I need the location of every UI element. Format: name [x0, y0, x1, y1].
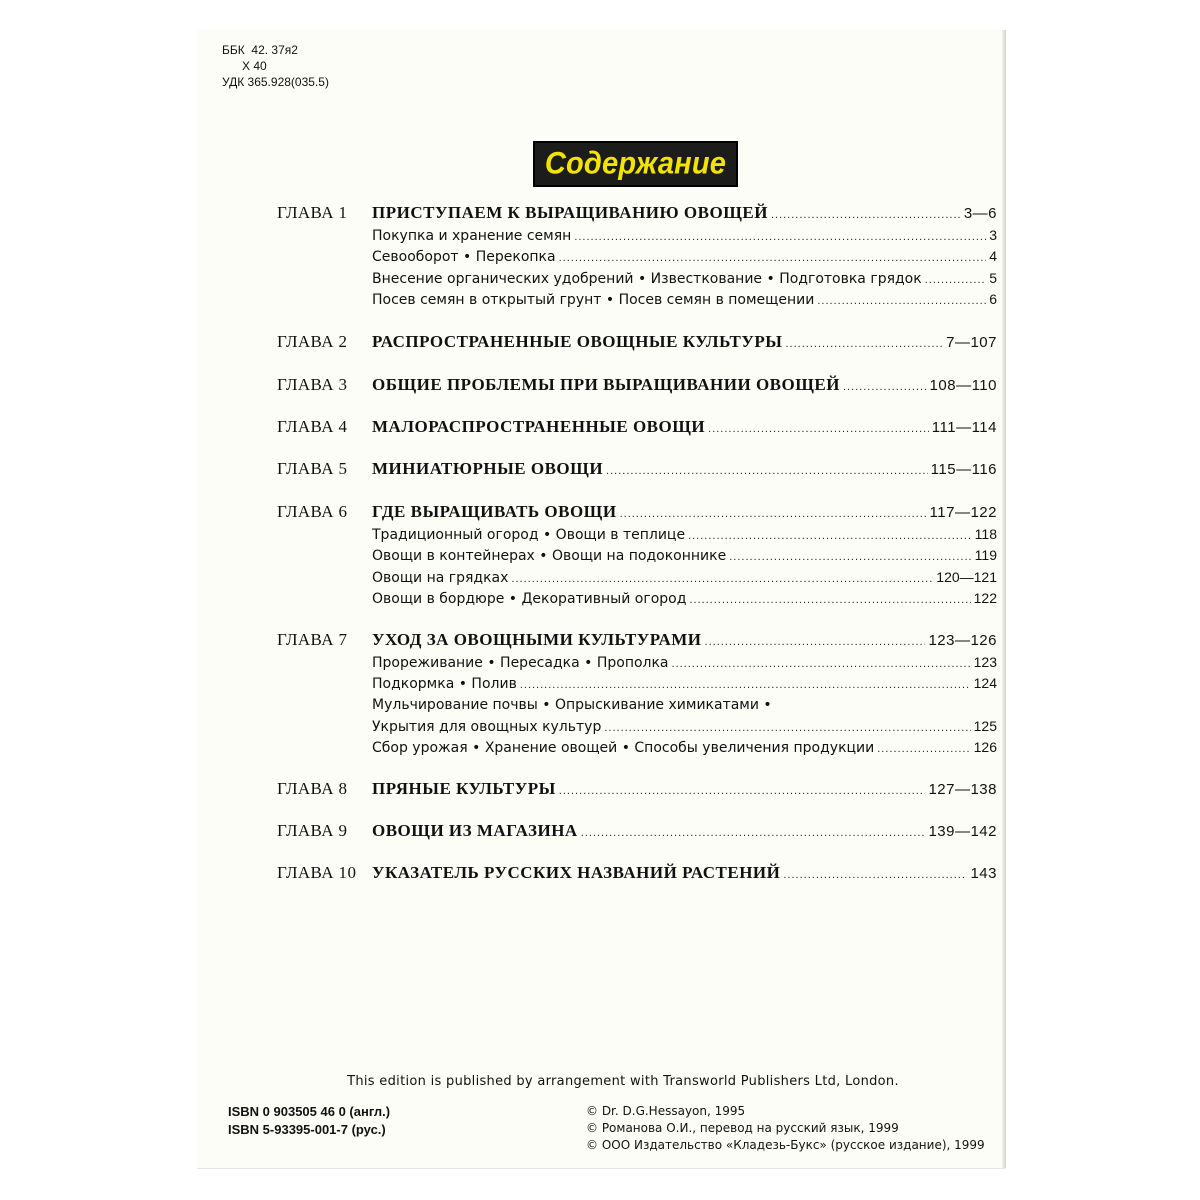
book-page — [197, 30, 1005, 1168]
dot-leader — [843, 376, 927, 398]
isbn-block — [228, 1103, 390, 1139]
chapter-heading-row — [372, 501, 997, 525]
subitem-text: Овощи в контейнерах • Овощи на подоконнике — [372, 548, 727, 565]
dot-leader — [925, 270, 986, 291]
subitem-pages: 119 — [974, 547, 997, 564]
chapter-heading-row — [372, 629, 997, 653]
chapter-pages: 117—122 — [929, 504, 997, 521]
subitem-text: Укрытия для овощных культур — [372, 718, 602, 735]
chapter-heading-row — [372, 862, 997, 886]
dot-leader — [783, 864, 967, 886]
dot-leader — [604, 718, 970, 739]
chapter-label: ГЛАВА 10 — [277, 863, 357, 882]
chapter-title: ПРИСТУПАЕМ К ВЫРАЩИВАНИЮ ОВОЩЕЙ — [372, 203, 768, 222]
toc-subitem — [372, 695, 997, 716]
dot-leader — [672, 654, 971, 675]
chapter-label: ГЛАВА 5 — [277, 459, 348, 478]
dot-leader — [729, 547, 971, 568]
subitem-pages: 3 — [989, 227, 997, 243]
bibliographic-codes — [222, 42, 329, 90]
toc-subitem — [372, 567, 997, 590]
subitem-pages: 120—121 — [936, 568, 997, 585]
subitem-text: Внесение органических удобрений • Известкование • Подготовка грядок — [372, 270, 922, 287]
dot-leader — [581, 822, 926, 844]
toc-subitem — [372, 268, 997, 291]
subitem-text: Севооборот • Перекопка — [372, 249, 556, 266]
dot-leader — [620, 503, 927, 525]
subitem-pages: 123 — [973, 654, 997, 670]
dot-leader — [688, 526, 972, 547]
chapter-heading-row — [372, 416, 997, 440]
chapter-heading-row — [372, 374, 997, 398]
subitem-pages: 5 — [989, 269, 997, 286]
dot-leader — [689, 590, 970, 611]
contents-title: Содержание — [544, 146, 727, 181]
chapter-heading-row — [372, 458, 997, 482]
copyright-block — [586, 1103, 985, 1154]
chapter-label: ГЛАВА 4 — [277, 417, 348, 436]
subitem-text: Традиционный огород • Овощи в теплице — [372, 527, 686, 543]
chapter-label: ГЛАВА 9 — [277, 821, 348, 840]
dot-leader — [877, 739, 970, 760]
chapter-pages: 111—114 — [931, 419, 997, 436]
edition-note: This edition is published by arrangement with Transworld Publishers Ltd, London. — [347, 1074, 899, 1089]
chapter-pages: 143 — [970, 865, 997, 882]
subitem-text: Мульчирование почвы • Опрыскивание химикатами • — [372, 696, 772, 713]
isbn-russian: ISBN 5-93395-001-7 (рус.) — [228, 1122, 386, 1137]
chapter-heading-row — [372, 202, 997, 226]
chapter-label: ГЛАВА 7 — [277, 630, 348, 649]
chapter-pages: 7—107 — [946, 334, 997, 351]
dot-leader — [559, 248, 987, 269]
toc-subitem — [372, 545, 997, 568]
subitem-text: Овощи в бордюре • Декоративный огород — [372, 590, 687, 607]
chapter-pages: 127—138 — [928, 781, 997, 798]
copyright-line: © Романова О.И., перевод на русский язык, 1999 — [586, 1121, 899, 1135]
subitem-text: Сбор урожая • Хранение овощей • Способы увеличения продукции — [372, 740, 875, 757]
subitem-text: Покупка и хранение семян — [372, 228, 572, 244]
dot-leader — [520, 675, 971, 696]
chapter-title: ПРЯНЫЕ КУЛЬТУРЫ — [372, 779, 556, 798]
subitem-pages: 118 — [974, 526, 997, 542]
chapter-title: МИНИАТЮРНЫЕ ОВОЩИ — [372, 459, 604, 478]
subitem-pages: 125 — [973, 717, 997, 734]
copyright-line: © Dr. D.G.Hessayon, 1995 — [586, 1104, 746, 1118]
dot-leader — [708, 418, 929, 440]
chapter-pages: 139—142 — [928, 823, 997, 840]
chapter-heading-row — [372, 820, 997, 844]
udk-code: УДК 365.928(035.5) — [222, 75, 329, 89]
chapter-label: ГЛАВА 3 — [277, 375, 348, 394]
subitem-text: Прореживание • Пересадка • Прополка — [372, 655, 669, 671]
chapter-heading-row — [372, 331, 997, 355]
dot-leader — [705, 631, 926, 653]
chapter-label: ГЛАВА 8 — [277, 779, 348, 798]
author-mark: Х 40 — [222, 59, 267, 73]
toc-subitem — [372, 588, 997, 611]
toc-subitem — [372, 673, 997, 696]
toc-subitem — [372, 289, 997, 312]
toc-subitem — [372, 524, 997, 547]
chapter-title: ГДЕ ВЫРАЩИВАТЬ ОВОЩИ — [372, 502, 617, 521]
dot-leader — [817, 291, 986, 312]
subitem-text: Подкормка • Полив — [372, 676, 517, 693]
chapter-pages: 108—110 — [929, 377, 997, 394]
subitem-pages: 126 — [973, 739, 997, 756]
chapter-heading-row — [372, 778, 997, 802]
subitem-pages: 122 — [973, 589, 997, 606]
chapter-pages: 115—116 — [930, 461, 997, 478]
chapter-title: УХОД ЗА ОВОЩНЫМИ КУЛЬТУРАМИ — [372, 630, 702, 649]
chapter-label: ГЛАВА 6 — [277, 502, 348, 521]
dot-leader — [771, 204, 961, 226]
toc-subitem — [372, 246, 997, 269]
chapter-title: ОБЩИЕ ПРОБЛЕМЫ ПРИ ВЫРАЩИВАНИИ ОВОЩЕЙ — [372, 375, 840, 394]
isbn-english: ISBN 0 903505 46 0 (англ.) — [228, 1104, 391, 1119]
chapter-title: УКАЗАТЕЛЬ РУССКИХ НАЗВАНИЙ РАСТЕНИЙ — [372, 863, 781, 882]
bbk-code: ББК 42. 37я2 — [222, 43, 298, 57]
subitem-text: Овощи на грядках — [372, 569, 509, 586]
dot-leader — [606, 460, 928, 482]
toc-subitem — [372, 716, 997, 739]
chapter-pages: 3—6 — [963, 205, 997, 222]
chapter-title: МАЛОРАСПРОСТРАНЕННЫЕ ОВОЩИ — [372, 417, 706, 436]
subitem-text: Посев семян в открытый грунт • Посев семян в помещении — [372, 291, 815, 308]
dot-leader — [785, 333, 943, 355]
subitem-pages: 4 — [989, 248, 997, 265]
chapter-title: ОВОЩИ ИЗ МАГАЗИНА — [372, 821, 578, 840]
toc-subitem — [372, 225, 997, 248]
copyright-line: © ООО Издательство «Кладезь-Букс» (русское издание), 1999 — [586, 1138, 985, 1152]
chapter-label: ГЛАВА 2 — [277, 332, 348, 351]
chapter-pages: 123—126 — [928, 632, 997, 649]
chapter-label: ГЛАВА 1 — [277, 203, 348, 222]
dot-leader — [511, 569, 933, 590]
subitem-pages: 6 — [989, 290, 997, 307]
toc-subitem — [372, 737, 997, 760]
contents-title-box — [533, 141, 738, 187]
chapter-title: РАСПРОСТРАНЕННЫЕ ОВОЩНЫЕ КУЛЬТУРЫ — [372, 332, 783, 351]
subitem-pages: 124 — [973, 675, 997, 692]
dot-leader — [559, 780, 926, 802]
toc-subitem — [372, 652, 997, 675]
dot-leader — [574, 227, 986, 248]
